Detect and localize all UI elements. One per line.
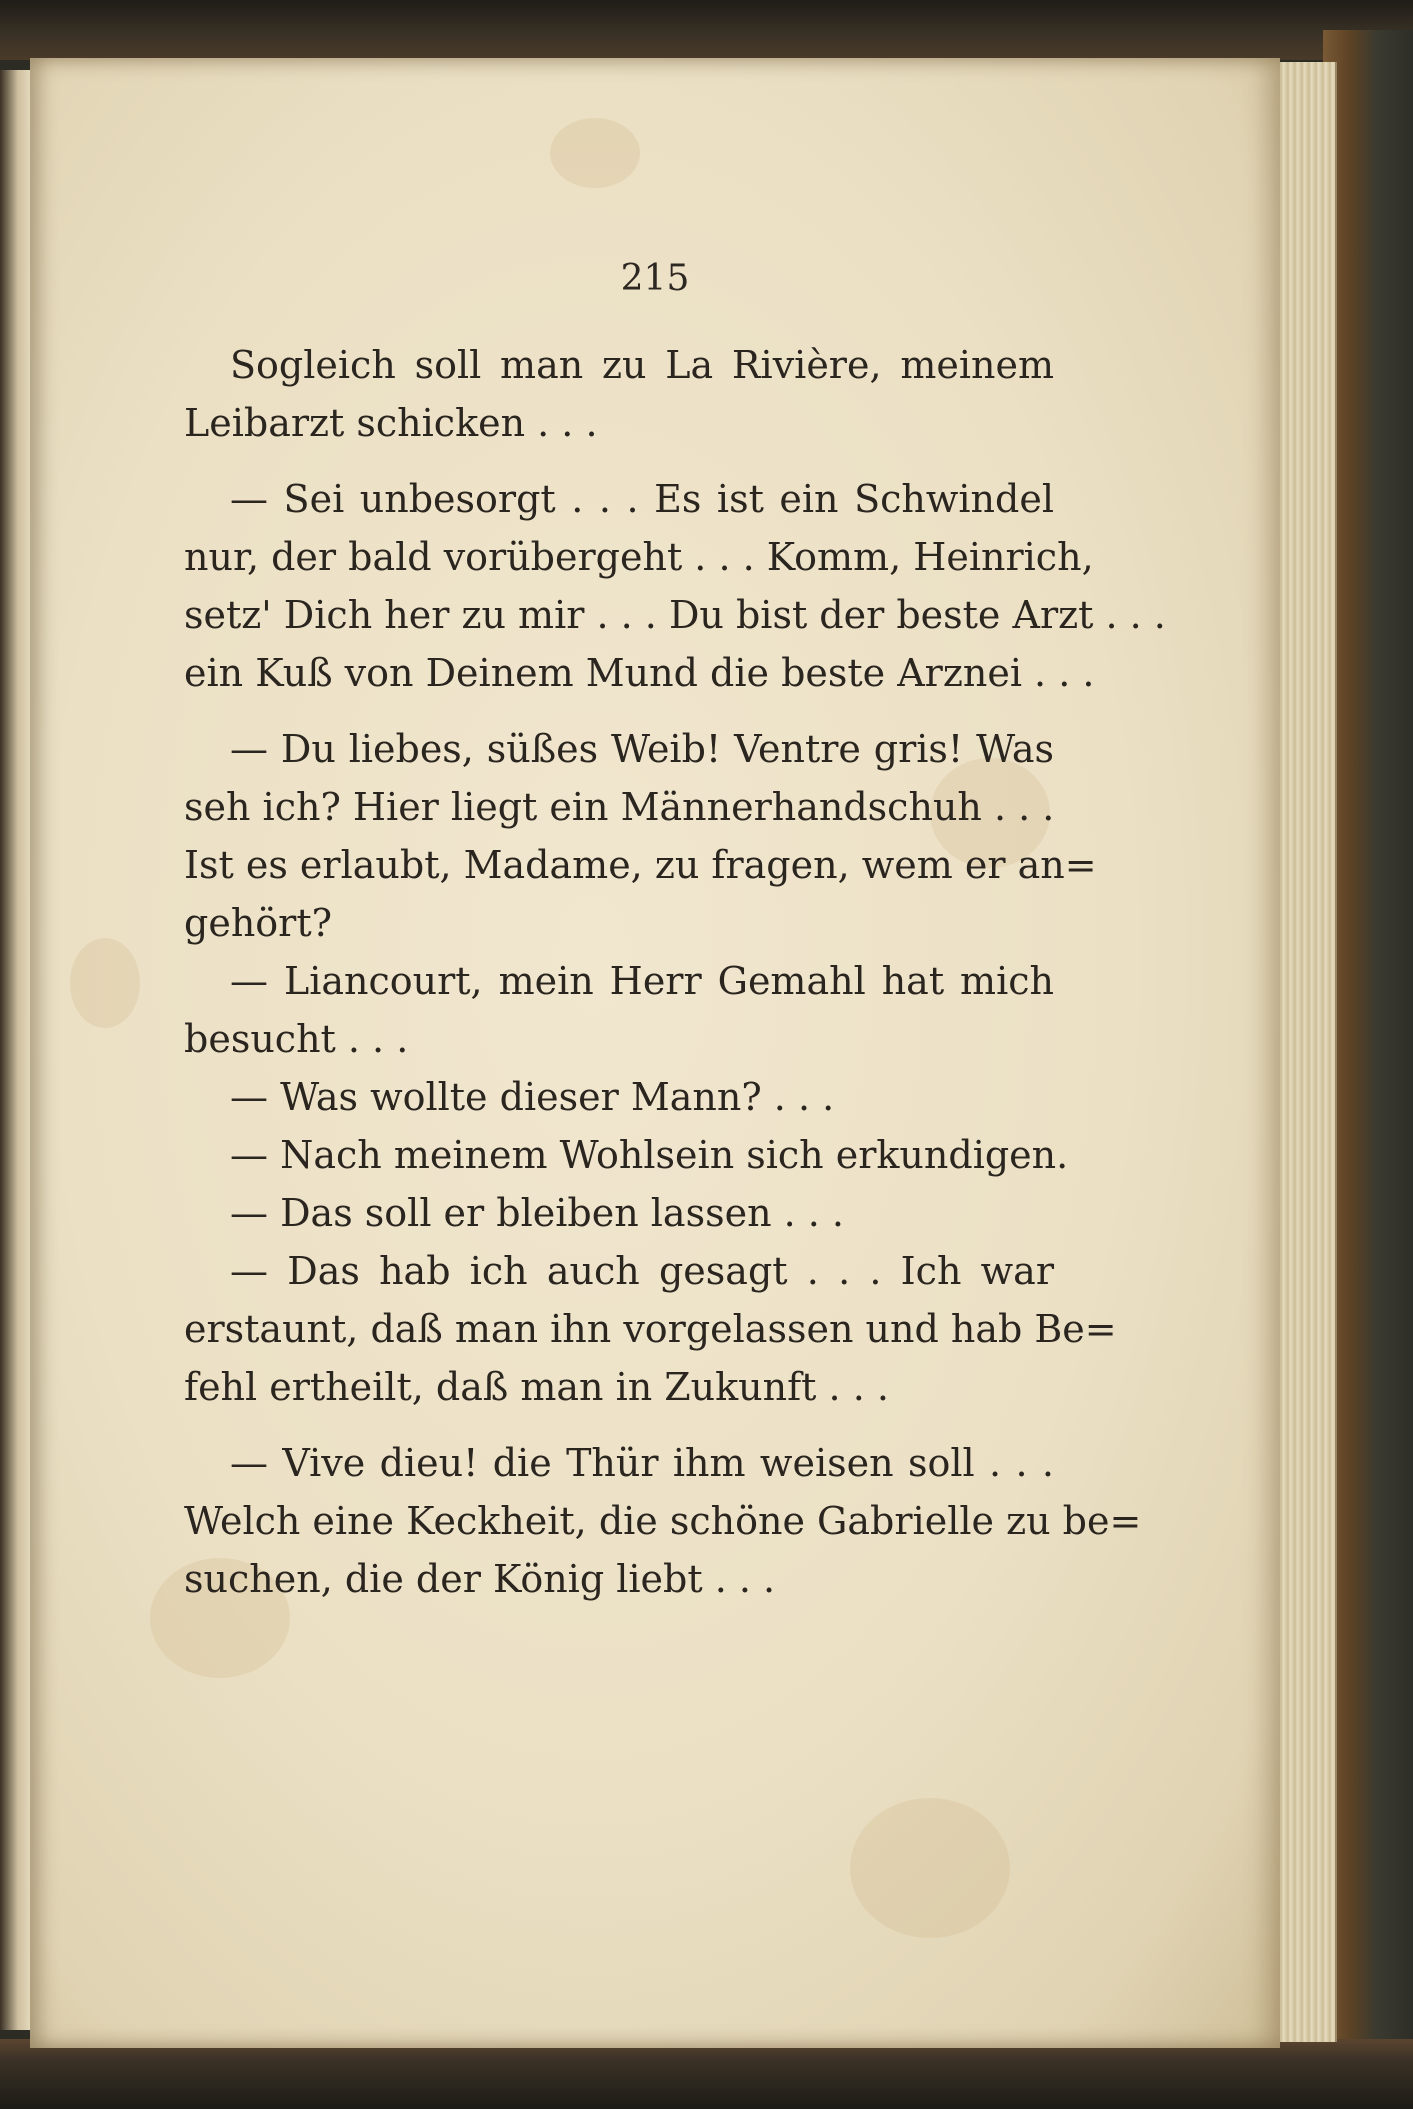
paper-stain <box>70 938 140 1028</box>
paragraph <box>184 720 1097 952</box>
paragraph <box>184 336 1054 452</box>
text-line: Ist es erlaubt, Madame, zu fragen, wem er an= <box>184 843 1097 887</box>
text-line: nur, der bald vorübergeht . . . Komm, Heinrich, <box>184 535 1094 579</box>
paragraph <box>184 1434 1142 1608</box>
paper-stain <box>550 118 640 188</box>
paragraph <box>184 470 1166 702</box>
facing-page-edge <box>0 70 30 2030</box>
text-line: fehl ertheilt, daß man in Zukunft . . . <box>184 1365 889 1409</box>
text-line: — Das soll er bleiben lassen . . . <box>230 1191 845 1235</box>
page-number: 215 <box>620 258 690 299</box>
text-line: — Du liebes, süßes Weib! Ventre gris! Was <box>230 727 1054 771</box>
paper-stain <box>850 1798 1010 1938</box>
paragraph <box>184 1068 1054 1126</box>
book-cover-bottom <box>0 2039 1413 2109</box>
paragraph-gap <box>184 452 1054 470</box>
text-line: Leibarzt schicken . . . <box>184 401 598 445</box>
paragraph-gap <box>184 702 1054 720</box>
paragraph-gap <box>184 1416 1054 1434</box>
text-line: ein Kuß von Deinem Mund die beste Arznei . . . <box>184 651 1095 695</box>
text-line: — Das hab ich auch gesagt . . . Ich war <box>230 1249 1054 1293</box>
text-line: Sogleich soll man zu La Rivière, meinem <box>230 343 1054 387</box>
book-page <box>30 58 1280 2048</box>
text-line: suchen, die der König liebt . . . <box>184 1557 776 1601</box>
text-line: erstaunt, daß man ihn vorgelassen und hab Be= <box>184 1307 1117 1351</box>
text-line: — Nach meinem Wohlsein sich erkundigen. <box>230 1133 1069 1177</box>
paragraph <box>184 1242 1117 1416</box>
text-line: setz' Dich her zu mir . . . Du bist der beste Arzt . . . <box>184 593 1166 637</box>
text-line: gehört? <box>184 901 332 945</box>
paragraph <box>184 1184 1054 1242</box>
book-cover-top <box>0 0 1413 60</box>
text-line: seh ich? Hier liegt ein Männerhandschuh . . . <box>184 785 1055 829</box>
text-line: — Vive dieu! die Thür ihm weisen soll . . . <box>230 1441 1054 1485</box>
text-line: — Liancourt, mein Herr Gemahl hat mich <box>230 959 1054 1003</box>
text-line: Welch eine Keckheit, die schöne Gabrielle zu be= <box>184 1499 1142 1543</box>
paragraph <box>184 952 1054 1068</box>
text-line: — Was wollte dieser Mann? . . . <box>230 1075 835 1119</box>
text-line: — Sei unbesorgt . . . Es ist ein Schwindel <box>230 477 1054 521</box>
body-text <box>184 336 1166 1608</box>
paragraph <box>184 1126 1069 1184</box>
text-line: besucht . . . <box>184 1017 409 1061</box>
